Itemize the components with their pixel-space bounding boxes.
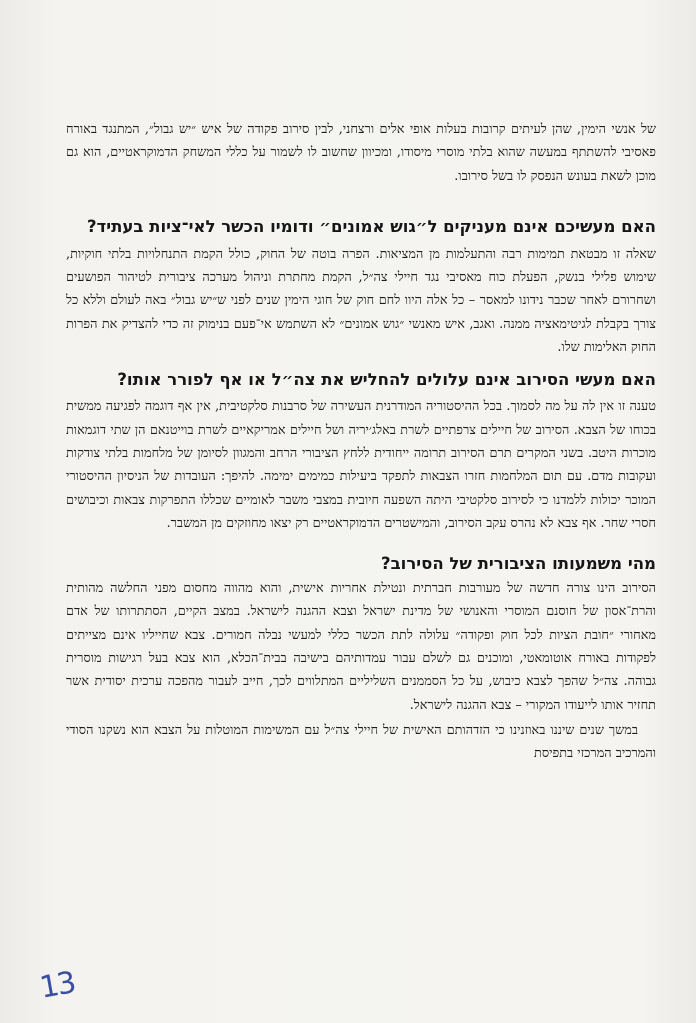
continuation-paragraph: במשך שנים שיננו באוזנינו כי הזדהותם האישית של חיילי צה״ל עם המשימות המוטלות על הצבא הוא נשקנו הסודי והמרכיב המרכזי בתפיסת [66, 722, 656, 762]
answer-paragraph-2: טענה זו אין לה על מה לסמוך. בכל ההיסטוריה המודרנית העשירה של סרבנות סלקטיבית, אין אף דוגמה לפגיעה ממשית בכוחו של הצבא. הסירוב של חיילים צרפתיים לשרת באלג׳יריה ושל חיילים אמריקאיים לשרת בוייטנאם הן שתי דוגמאות מוכרות היטב. בשני המקרים תרם הסירוב תרומה ייחודית ללחץ הציבורי הרחב והמגוון לסיומן של מלחמות בלתי צודקות ועקובות מדם. עם תום המלחמות חזרו הצבאות לתפקד ביעילות כמימים ימימה. להיפך: העובדות של הניסיון ההיסטורי המוכר יכולות ללמדנו כי לסירוב סלקטיבי היתה השפעה חיובית במצבי משבר לאומיים שכללו התפרקות צבאות וכיבושים חסרי שחר. אף צבא לא נהרס עקב הסירוב, והמישטרים הדמוקראטיים רק יצאו מחוזקים מן המשבר. [66, 399, 656, 531]
answer-paragraph-3: הסירוב הינו צורה חדשה של מעורבות חברתית ונטילת אחריות אישית, והוא מהווה מחסום מפני החלשה מהותית והרת־אסון של חוסנם המוסרי והאנושי של מדינת ישראל וצבא ההגנה לישראל. במצב הקיים, הסתתרותו של אדם מאחורי ״חובת הציות לכל חוק ופקודה״ עלולה לתת הכשר כללי למעשי נבלה חמורים. צבא שחייליו אינם מצייתים לפקודות באורח אוטומאטי, ומוכנים גם לשלם עבור עמדותיהם בישיבה בבית־הכלא, הוא צבא בעל רגישות מוסרית גבוהה. צה״ל שהפך לצבא כיבוש, על כל הסממנים השליליים המתלווים לכך, חייב לעבור מהפכה ערכית יסודית אשר תחזיר אותו לייעודו המקורי – צבא ההגנה לישראל. [66, 581, 656, 713]
handwritten-page-number: 13 [37, 965, 77, 1006]
answer-paragraph-1: שאלה זו מבטאת תמימות רבה והתעלמות מן המציאות. הפרה בוטה של החוק, כולל הקמת התנחלויות בלתי חוקיות, שימוש פלילי בנשק, הפעלת כוח מאסיבי נגד חיילי צה״ל, הקמת מחתרת וניהול מערכה ציבורית לטיהור הפושעים ושחרורם לאחר שכבר נידונו למאסר – כל אלה היוו לחם חוק של חוגי הימין שנים לפני ש״יש גבול״ באה לעולם וללא כל צורך בקבלת לגיטימאציה ממנה. ואגב, איש מאנשי ״גוש אמונים״ לא השתמש אי־פעם בנימוק זה כדי להצדיק את הפרות החוק האלימות שלו. [66, 246, 656, 356]
question-heading-1: האם מעשיכם אינם מעניקים ל״גוש אמונים״ ודומיו הכשר לאי־ציות בעתיד? [86, 216, 656, 236]
question-heading-2: האם מעשי הסירוב אינם עלולים להחליש את צה״ל או אף לפורר אותו? [117, 370, 656, 390]
paragraph-intro: של אנשי הימין, שהן לעיתים קרובות בעלות אופי אלים ורצחני, לבין סירוב פקודה של איש ״יש גבול״, המתנגד באורח פאסיבי להשתתף במעשה שהוא בלתי מוסרי מיסודו, ומכיוון שחשוב לו לשמור על כללי המשחק הדמוקראטיים, הוא גם מוכן לשאת בעונש הנפסק לו בשל סירובו. [66, 122, 656, 184]
page-text [66, 118, 656, 766]
question-heading-3: מהי משמעותו הציבורית של הסירוב? [381, 554, 656, 574]
